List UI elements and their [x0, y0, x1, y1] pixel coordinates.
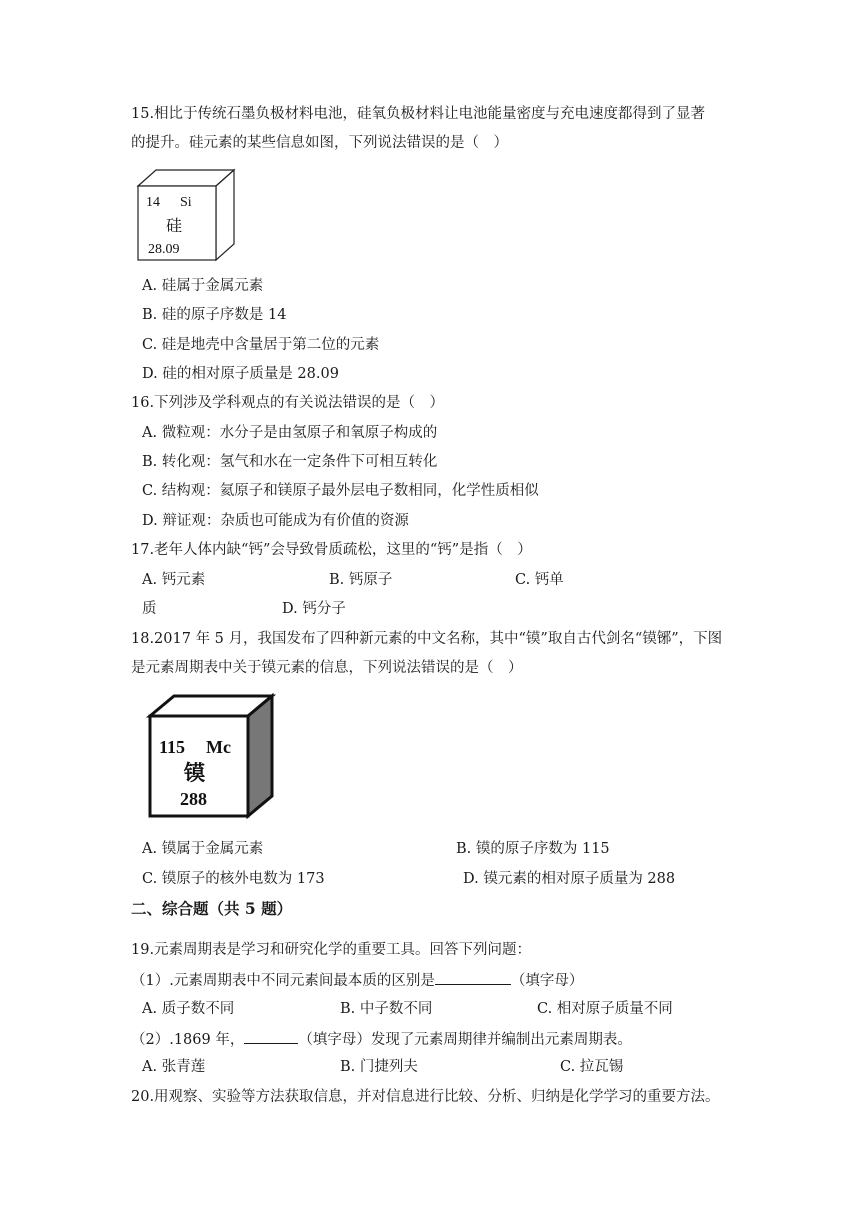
q15-stem-line2: 的提升。硅元素的某些信息如图，下列说法错误的是（ ）: [131, 135, 508, 151]
q17-stem: 17.老年人体内缺“钙”会导致骨质疏松，这里的“钙”是指（ ）: [131, 542, 532, 558]
q18-option-b: B. 镆的原子序数为 115: [456, 841, 610, 857]
q17-option-c: C. 钙单: [515, 572, 564, 588]
q15-option-a: A. 硅属于金属元素: [142, 278, 264, 294]
moscovium-atomic-mass: 288: [180, 789, 207, 809]
q19-sub2: [131, 1028, 632, 1050]
q16-option-d: D. 辩证观：杂质也可能成为有价值的资源: [142, 513, 409, 529]
silicon-element-card: [134, 166, 238, 264]
q16-option-a: A. 微粒观：水分子是由氢原子和氧原子构成的: [142, 425, 438, 441]
q20-stem: 20.用观察、实验等方法获取信息，并对信息进行比较、分析、归纳是化学学习的重要方法。: [131, 1089, 720, 1105]
q19-sub2-prefix: （2）.1869 年，: [131, 1032, 245, 1048]
silicon-symbol: Si: [180, 195, 192, 210]
q19-sub1-option-b: B. 中子数不同: [340, 1001, 433, 1017]
moscovium-name: 镆: [184, 761, 205, 785]
q15-stem-line1: 15.相比于传统石墨负极材料电池，硅氧负极材料让电池能量密度与充电速度都得到了显著: [131, 106, 706, 122]
moscovium-element-card: [142, 692, 278, 822]
q19-sub2-option-c: C. 拉瓦锡: [560, 1059, 624, 1075]
q19-sub1-prefix: （1）.元素周期表中不同元素间最本质的区别是: [131, 973, 435, 989]
q18-stem-line2: 是元素周期表中关于镆元素的信息，下列说法错误的是（ ）: [131, 660, 523, 676]
q18-option-d: D. 镆元素的相对原子质量为 288: [463, 871, 676, 887]
q17-option-c-wrap: 质: [142, 601, 157, 617]
q18-option-c: C. 镆原子的核外电数为 173: [142, 871, 325, 887]
q16-stem: 16.下列涉及学科观点的有关说法错误的是（ ）: [131, 395, 445, 411]
q19-sub1-suffix: （填字母）: [510, 973, 584, 989]
q19-sub1-answer-blank[interactable]: [435, 969, 511, 985]
silicon-atomic-mass: 28.09: [148, 242, 180, 257]
q17-option-a: A. 钙元素: [142, 572, 206, 588]
q15-option-d: D. 硅的相对原子质量是 28.09: [142, 366, 339, 382]
q18-stem-line1: 18.2017 年 5 月，我国发布了四种新元素的中文名称，其中“镆”取自古代剑名“镆铘”，下图: [131, 631, 723, 647]
q19-sub1-option-c: C. 相对原子质量不同: [537, 1001, 673, 1017]
section-heading: 二、综合题（共 5 题）: [131, 899, 293, 918]
q19-sub2-option-a: A. 张青莲: [142, 1059, 206, 1075]
q19-sub1-option-a: A. 质子数不同: [142, 1001, 235, 1017]
q15-option-b: B. 硅的原子序数是 14: [142, 307, 287, 323]
moscovium-atomic-number: 115: [159, 737, 186, 757]
q17-option-b: B. 钙原子: [329, 572, 393, 588]
moscovium-symbol: Mc: [206, 737, 231, 757]
silicon-atomic-number: 14: [146, 195, 160, 210]
q19-sub2-suffix: （填字母）发现了元素周期律并编制出元素周期表。: [298, 1032, 632, 1048]
q19-sub2-option-b: B. 门捷列夫: [340, 1059, 418, 1075]
q17-option-d: D. 钙分子: [282, 601, 346, 617]
q15-option-c: C. 硅是地壳中含量居于第二位的元素: [142, 337, 380, 353]
q18-option-a: A. 镆属于金属元素: [142, 841, 264, 857]
q16-option-c: C. 结构观：氦原子和镁原子最外层电子数相同，化学性质相似: [142, 483, 539, 499]
q19-sub2-answer-blank[interactable]: [244, 1028, 298, 1044]
q19-sub1: [131, 969, 583, 991]
q19-stem: 19.元素周期表是学习和研究化学的重要工具。回答下列问题：: [131, 942, 532, 958]
q16-option-b: B. 转化观：氢气和水在一定条件下可相互转化: [142, 454, 438, 470]
silicon-name: 硅: [166, 218, 183, 235]
